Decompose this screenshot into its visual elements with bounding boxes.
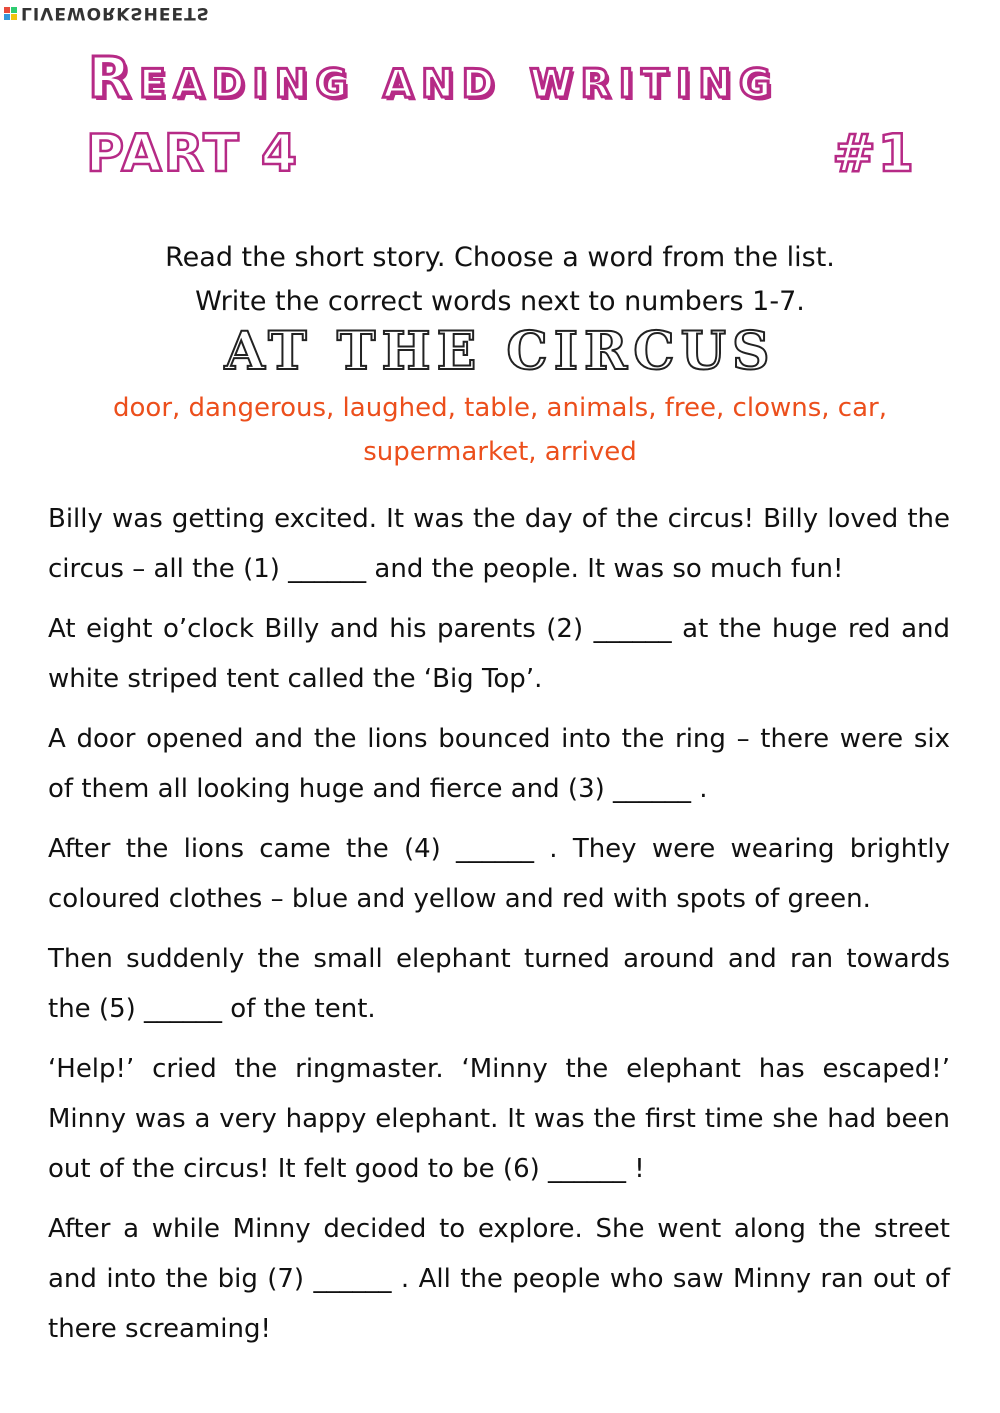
logo-blocks-icon [4, 7, 17, 20]
liveworksheets-logo [4, 2, 210, 24]
story-paragraph-1: Billy was getting excited. It was the day of the circus! Billy loved the circus – all the (1) ______ and the people. It was so much fun! [48, 504, 950, 584]
instructions-line-1: Read the short story. Choose a word from the list. [165, 242, 835, 273]
page-title: Reading and writing [88, 46, 779, 111]
part-label: PART 4 [86, 124, 300, 184]
story-text [48, 494, 950, 1364]
story-paragraph-3: A door opened and the lions bounced into the ring – there were six of them all looking huge and fierce and (3) ______ . [48, 724, 950, 804]
story-paragraph-2: At eight o’clock Billy and his parents (2) ______ at the huge red and white striped tent called the ‘Big Top’. [48, 614, 950, 694]
subtitle [86, 124, 916, 190]
word-list-line-1: door, dangerous, laughed, table, animals, free, clowns, car, [113, 393, 887, 423]
instructions [0, 236, 1000, 324]
word-list-line-2: supermarket, arrived [363, 437, 637, 467]
word-list [100, 386, 900, 474]
story-title: AT THE CIRCUS [224, 321, 776, 382]
story-paragraph-5: Then suddenly the small elephant turned around and ran towards the (5) ______ of the tent. [48, 944, 950, 1024]
story-paragraph-7: After a while Minny decided to explore. She went along the street and into the big (7) ______ . All the people who saw Minny ran out of there screaming! [48, 1214, 950, 1344]
logo-text: LIVEWORKSHEETS [21, 3, 210, 23]
instructions-line-2: Write the correct words next to numbers 1-7. [195, 286, 805, 317]
story-paragraph-6: ‘Help!’ cried the ringmaster. ‘Minny the elephant has escaped!’ Minny was a very happy elephant. It was the first time she had been out of the circus! It felt good to be (6) ______ ! [48, 1054, 950, 1184]
worksheet-number: #1 [832, 124, 916, 184]
story-paragraph-4: After the lions came the (4) ______ . They were wearing brightly coloured clothes – blue and yellow and red with spots of green. [48, 834, 950, 914]
